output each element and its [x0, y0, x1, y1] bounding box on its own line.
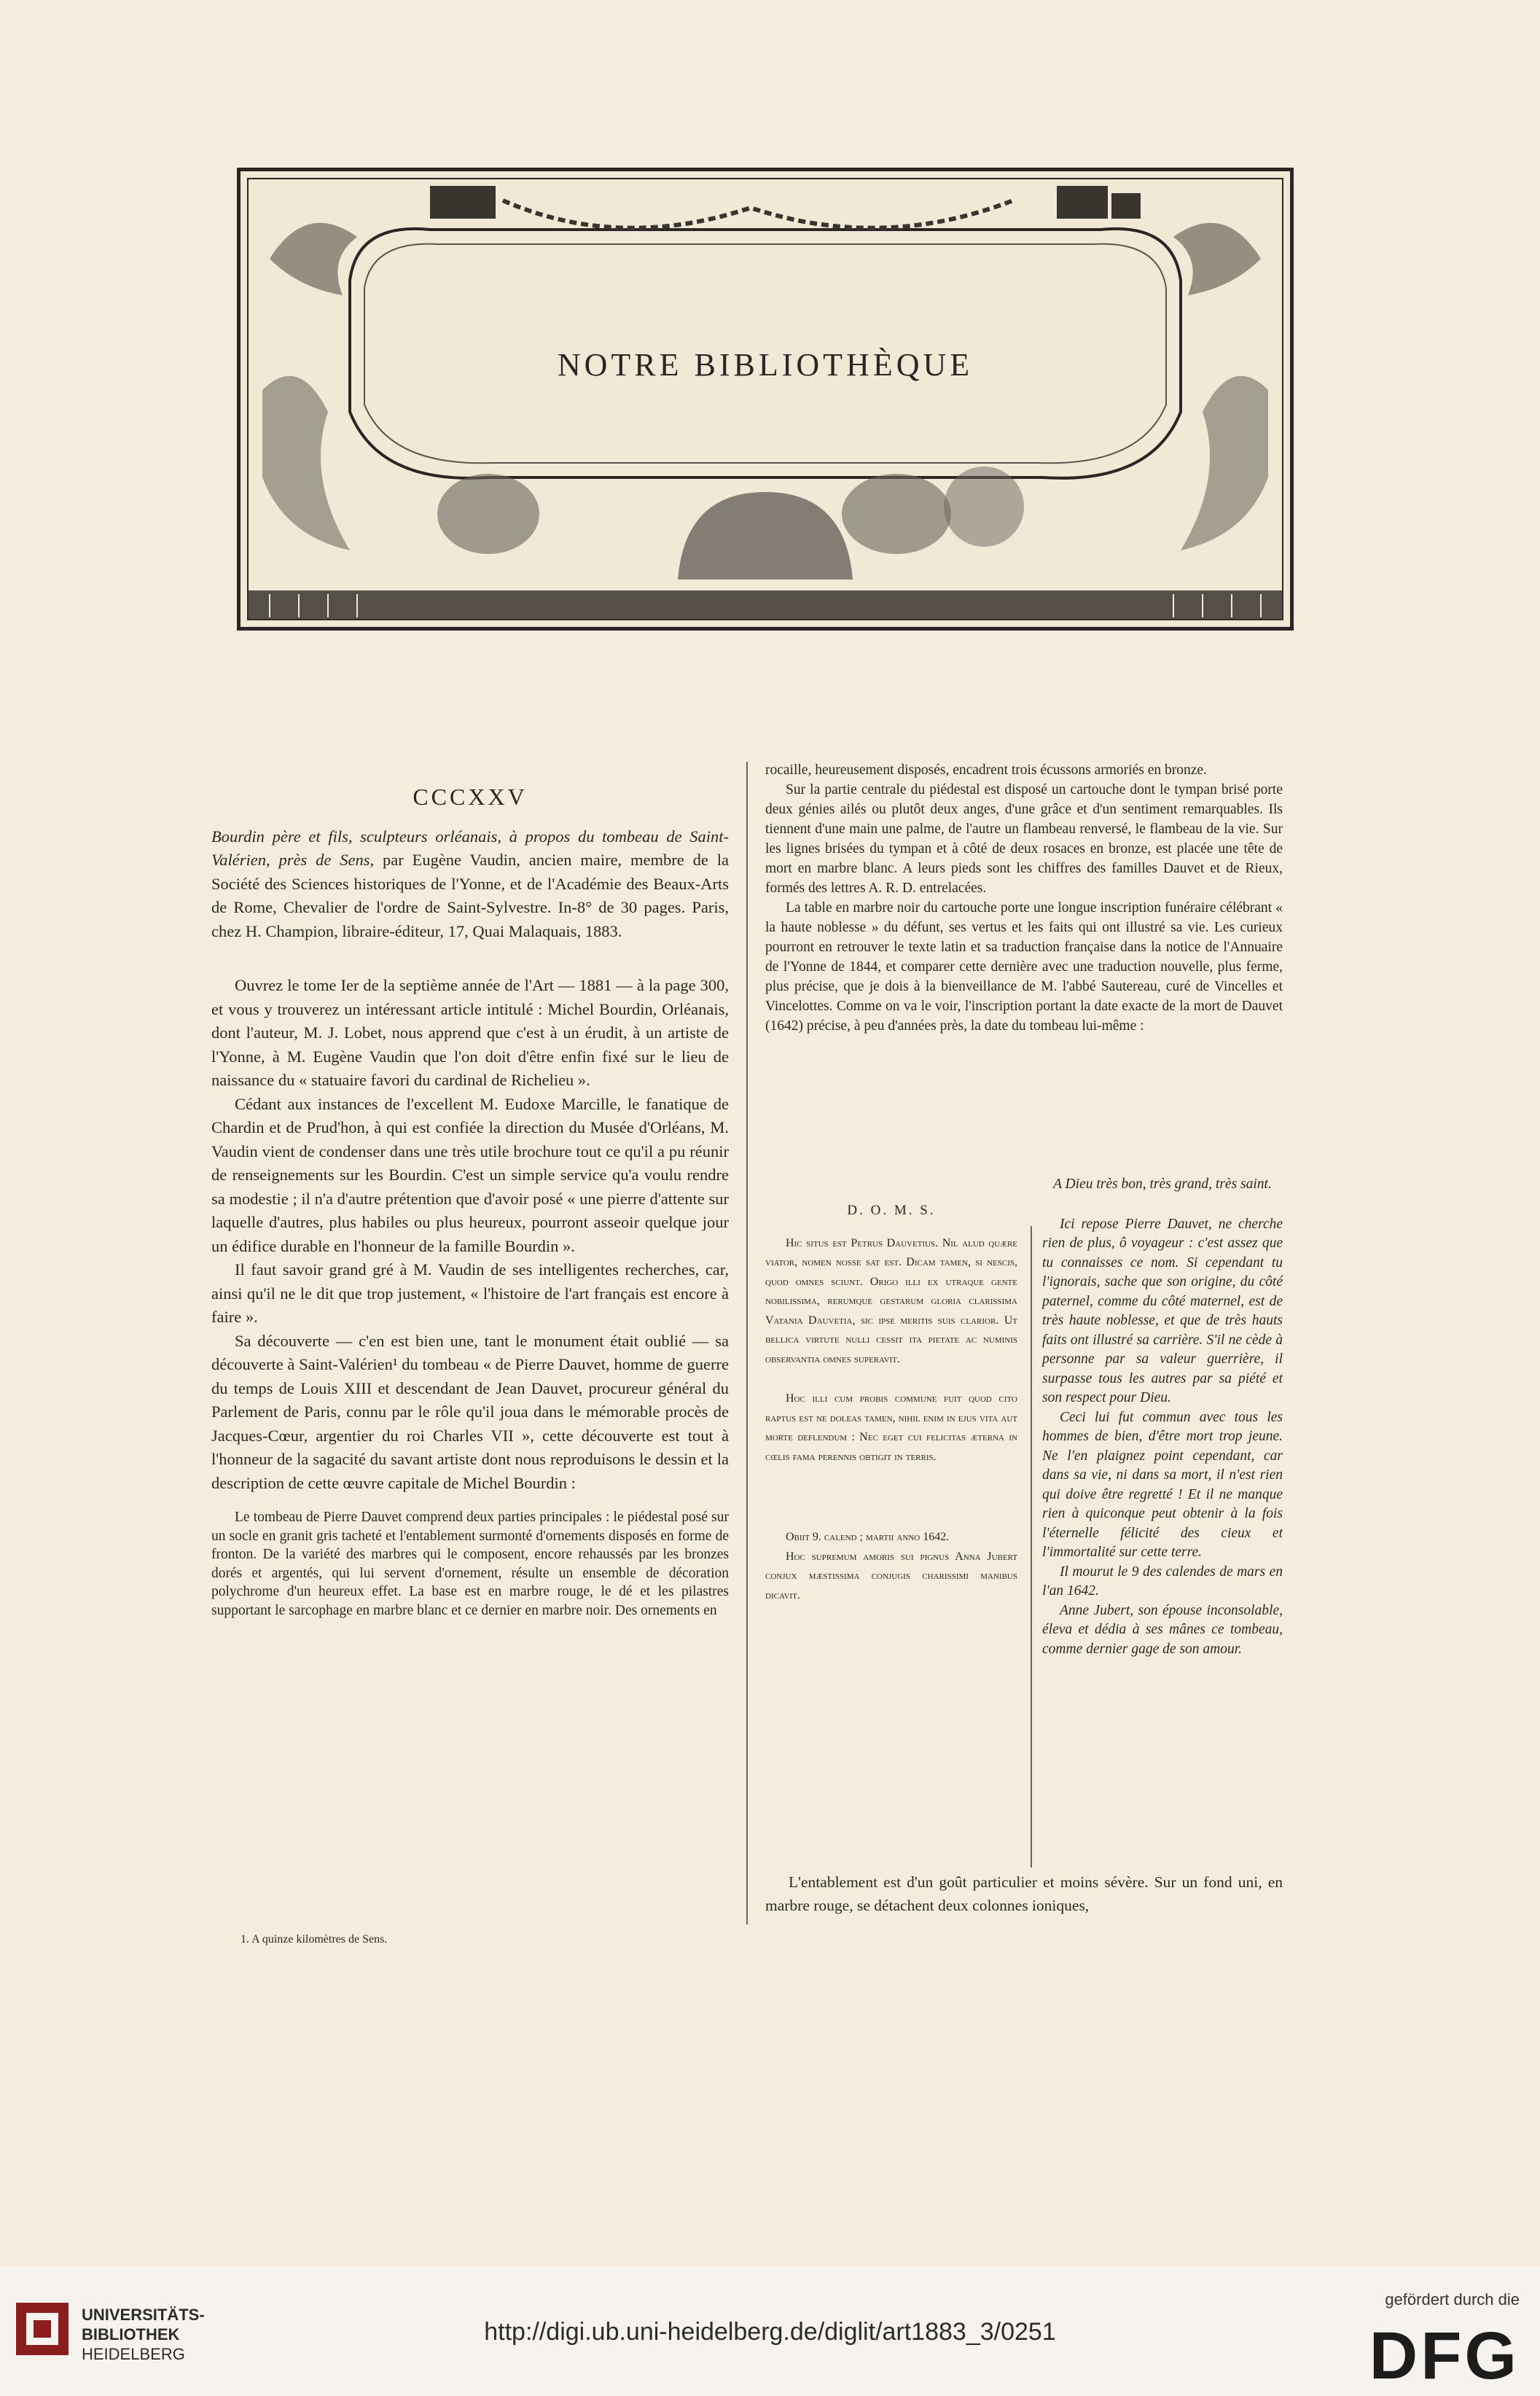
paragraph: Il faut savoir grand gré à M. Vaudin de ses intelligentes recherches, car, ainsi qu'il ne le dit que trop justement, « l'histoire de l'art français est encore à faire ».: [211, 1260, 729, 1326]
footnote: 1. A quinze kilomètres de Sens.: [241, 1933, 388, 1946]
paragraph: L'entablement est d'un goût particulier et moins sévère. Sur un fond uni, en marbre rouge, se détachent deux colonnes ioniques,: [765, 1873, 1283, 1914]
paragraph: Sa découverte — c'en est bien une, tant le monument était oublié — sa découverte à Saint-Valérien¹ du tombeau « de Pierre Dauvet, homme de guerre du temps de Louis XIII et descendant de Jean Dauvet, procureur général du Parlement de Paris, connu par le rôle qu'il joua dans le mémorable procès de Jacques-Cœur, argentier du roi Charles VII », cette découverte est tout à l'honneur de la sagacité du savant artiste dont nous reproduisons le dessin et la description de cette œuvre capitale de Michel Bourdin :: [211, 1331, 729, 1492]
latin-paragraph: Hic situs est Petrus Dauvetius. Nil alud quære viator, nomen nosse sat est. Dicam tamen, si nescis, quod omnes sciunt. Origo illi ex utraque gente nobilissima, rerumque gestarum gloria clarissima Vatania Dauvetia, sic ipse meritis suis clarior. Ut bellica virtute nulli cessit ita pietate ac numinis observantia omnes superavit.: [765, 1236, 1017, 1365]
latin-heading: D. O. M. S.: [847, 1203, 936, 1218]
section-title: NOTRE BIBLIOTHÈQUE: [557, 347, 974, 383]
paragraph: Le tombeau de Pierre Dauvet comprend deux parties principales : le piédestal posé sur un socle en granit gris tacheté et l'entablement surmonté d'ornements disposés en forme de fronton. De la variété des marbres qui le composent, encore rehaussés par les bronzes dorés et argentés, qui lui servent d'ornement, résulte un ensemble de décoration polychrome d'un heureux effet. La base est en marbre rouge, le dé et les pilastres supportant le sarcophage en marbre blanc et ce dernier en marbre noir. Des ornements en: [211, 1510, 729, 1618]
book-title: Bourdin père et fils, sculpteurs orléanais, à propos du tombeau de Saint-Valérien, près de Sens,: [211, 827, 729, 869]
dfg-logo: DFG: [1369, 2319, 1520, 2393]
funding-note: gefördert durch die: [1385, 2290, 1520, 2309]
source-url-link[interactable]: http://digi.ub.uni-heidelberg.de/diglit/art1883_3/0251: [484, 2318, 1056, 2346]
latin-inscription: [765, 1175, 1017, 1605]
french-translation: [1042, 1175, 1283, 1659]
right-column: [765, 760, 1283, 1036]
latin-paragraph: Obiit 9. calend ; martii anno 1642.: [786, 1531, 950, 1543]
paragraph: Ouvrez le tome Ier de la septième année de l'Art — 1881 — à la page 300, et vous y trouverez un intéressant article intitulé : Michel Bourdin, Orléanais, dont l'auteur, M. J. Lobet, nous apprend que c'est à un érudit, à un artiste de l'Yonne, à M. Eugène Vaudin que l'on doit d'être enfin fixé sur le lieu de naissance du « statuaire favori du cardinal de Richelieu ».: [211, 976, 729, 1089]
book-details: par Eugène Vaudin, ancien maire, membre de la Société des Sciences historiques de l'Yonne, et de l'Académie des Beaux-Arts de Rome, Chevalier de l'ordre de Saint-Sylvestre. In-8° de 30 pages. Paris, chez H. Champion, libraire-éditeur, 17, Quai Malaquais, 1883.: [211, 851, 729, 940]
french-paragraph: Ici repose Pierre Dauvet, ne cherche rien de plus, ô voyageur : c'est assez que tu connaisses ce nom. Si cependant tu l'ignorais, sache que son origine, du côté paternel, comme du côté maternel, est de très haute noblesse, et que de très hauts faits ont illustré sa carrière. S'il ne cède à personne par sa valeur guerrière, il surpasse tous les autres par sa piété et son respect pour Dieu.: [1042, 1216, 1283, 1405]
library-name-line: UNIVERSITÄTS-: [82, 2306, 205, 2324]
library-name-line: HEIDELBERG: [82, 2345, 185, 2363]
right-column-continuation: [765, 1870, 1283, 1917]
paragraph: Sur la partie centrale du piédestal est disposé un cartouche dont le tympan brisé porte deux génies ailés ou plutôt deux anges, d'une grâce et d'un sentiment remarquables. Ils tiennent d'une main une palme, de l'autre un flambeau renversé, le flambeau de la vie. Sur les lignes brisées du tympan et à côté de deux rosaces en bronze, est placée une tête de mort en marbre blanc. A leurs pieds sont les chiffres des familles Dauvet et de Rieux, formés des lettres A. R. D. entrelacées.: [765, 782, 1283, 896]
article-number: CCCXXV: [413, 784, 528, 810]
library-name-line: BIBLIOTHEK: [82, 2325, 180, 2344]
epitaph-inscription: [765, 1175, 1283, 1904]
french-paragraph: Ceci lui fut commun avec tous les hommes de bien, d'être mort trop jeune. Ne l'en plaignez point cependant, car dans sa vie, ni dans sa mort, il n'est rien qui doive être regretté ! Et il ne manque rien à quiconque peut obtenir à la fois l'éternelle félicité des cieux et l'immortalité sur cette terre.: [1042, 1409, 1283, 1560]
epitaph-divider: [1031, 1226, 1032, 1868]
french-paragraph: Il mourut le 9 des calendes de mars en l'an 1642.: [1042, 1564, 1283, 1599]
left-column: [211, 776, 729, 1620]
paragraph: Cédant aux instances de l'excellent M. Eudoxe Marcille, le fanatique de Chardin et de Prud'hon, à qui est confiée la direction du Musée d'Orléans, M. Vaudin vient de condenser dans une très utile brochure tout ce qu'il a pu réunir de renseignements sur les Bourdin. C'est un simple service qu'a voulu rendre sa modestie ; il n'a d'autre prétention que d'avoir posé « une pierre d'attente sur laquelle d'autres, plus habiles ou plus heureux, pourront asseoir quelque jour un édifice durable en l'honneur de la famille Bourdin ».: [211, 1094, 729, 1255]
column-divider: [746, 762, 748, 1924]
book-citation: [211, 825, 729, 944]
french-heading: A Dieu très bon, très grand, très saint.: [1053, 1176, 1272, 1192]
paragraph: La table en marbre noir du cartouche porte une longue inscription funéraire célébrant « la haute noblesse » du défunt, ses vertus et les faits qui ont illustré sa vie. Les curieux pourront en retrouver le texte latin et sa traduction française dans la notice de l'Annuaire de l'Yonne de 1844, et comparer cette dernière avec une traduction nouvelle, plus ferme, plus précise, que je dois à la bienveillance de M. l'abbé Sautereau, curé de Vincelles et Vincelottes. Comme on va le voir, l'inscription portant la date exacte de la mort de Dauvet (1642) précise, à peu d'années près, la date du tombeau lui-même :: [765, 900, 1283, 1034]
latin-paragraph: Hoc supremum amoris sui pignus Anna Jubert conjux mæstissima conjugis charissimi manibus dicavit.: [765, 1550, 1017, 1601]
french-paragraph: Anne Jubert, son épouse inconsolable, éleva et dédia à ses mânes ce tombeau, comme dernier gage de son amour.: [1042, 1602, 1283, 1657]
engraved-header-illustration: [237, 168, 1294, 631]
paragraph: rocaille, heureusement disposés, encadrent trois écussons armoriés en bronze.: [765, 762, 1207, 778]
digitization-footer: [0, 2267, 1540, 2396]
ornament-engraving: [241, 171, 1290, 627]
latin-paragraph: Hoc illi cum probis commune fuit quod cito raptus est ne doleas tamen, nihil enim in ejus vita aut morte deflendum : Nec eget cui felicitas æterna in cœlis fama perennis obtigit in terris.: [765, 1392, 1017, 1463]
